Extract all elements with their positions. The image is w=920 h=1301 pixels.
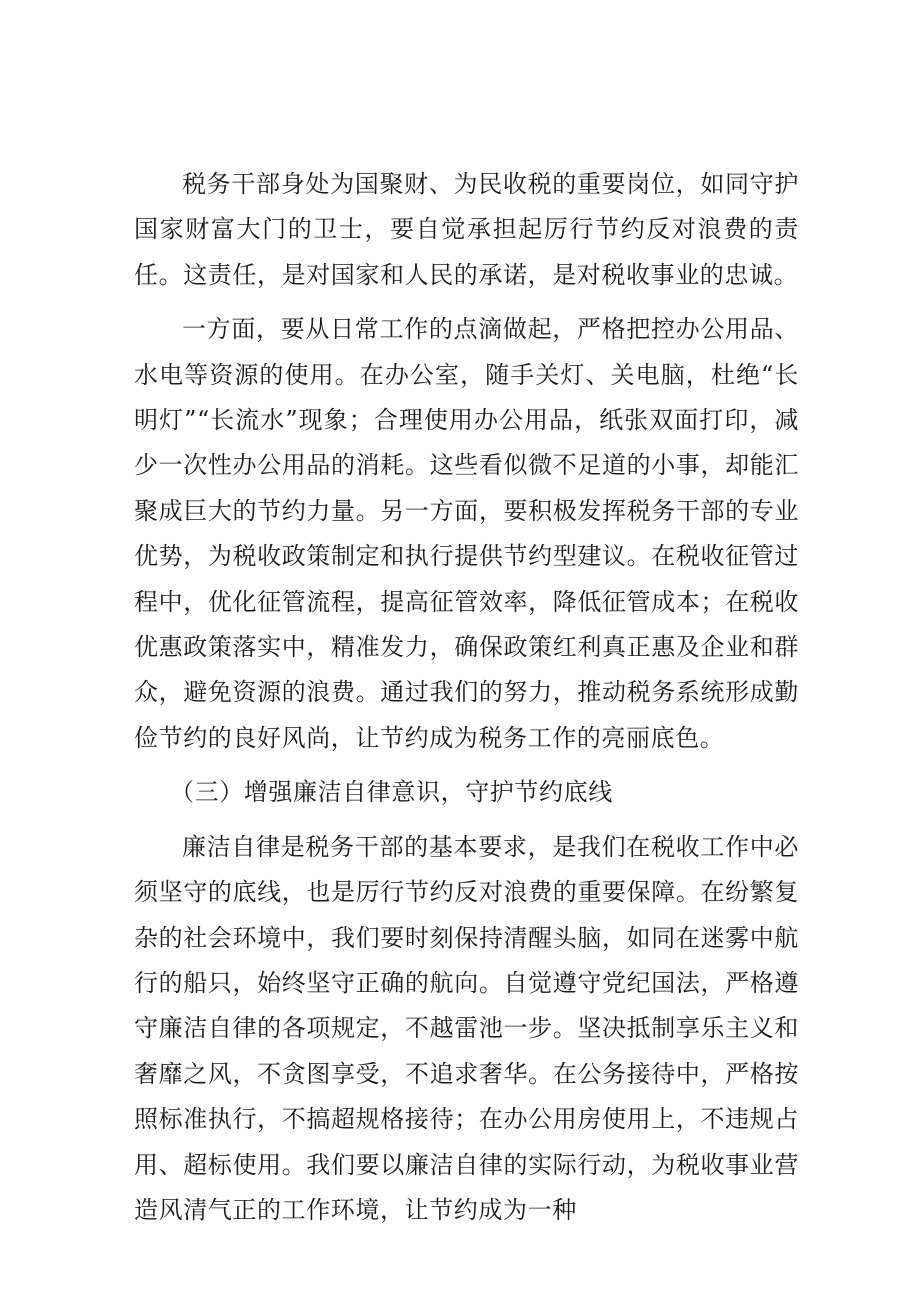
paragraph-responsibility: 税务干部身处为国聚财、为民收税的重要岗位，如同守护国家财富大门的卫士，要自觉承担起厉行节约反对浪费的责任。这责任，是对国家和人民的承诺，是对税收事业的忠诚。	[134, 170, 799, 289]
section-heading: （三）增强廉洁自律意识，守护节约底线	[170, 778, 613, 807]
paragraph-daily-work: 一方面，要从日常工作的点滴做起，严格把控办公用品、水电等资源的使用。在办公室，随手关灯、关电脑，杜绝“长明灯”“长流水”现象；合理使用办公用品，纸张双面打印，减少一次性办公用品的消耗。这些看似微不足道的小事，却能汇聚成巨大的节约力量。另一方面，要积极发挥税务干部的专业优势，为税收政策制定和执行提供节约型建议。在税收征管过程中，优化征管流程，提高征管效率，降低征管成本；在税收优惠政策落实中，精准发力，确保政策红利真正惠及企业和群众，避免资源的浪费。通过我们的努力，推动税务系统形成勤俭节约的良好风尚，让节约成为税务工作的亮丽底色。	[134, 315, 799, 752]
paragraph-integrity: 廉洁自律是税务干部的基本要求，是我们在税收工作中必须坚守的底线，也是厉行节约反对浪费的重要保障。在纷繁复杂的社会环境中，我们要时刻保持清醒头脑，如同在迷雾中航行的船只，始终坚守正确的航向。自觉遵守党纪国法，严格遵守廉洁自律的各项规定，不越雷池一步。坚决抵制享乐主义和奢靡之风，不贪图享受，不追求奢华。在公务接待中，严格按照标准执行，不搞超规格接待；在办公用房使用上，不违规占用、超标使用。我们要以廉洁自律的实际行动，为税收事业营造风清气正的工作环境，让节约成为一种	[134, 832, 799, 1224]
document-body	[134, 162, 799, 1242]
